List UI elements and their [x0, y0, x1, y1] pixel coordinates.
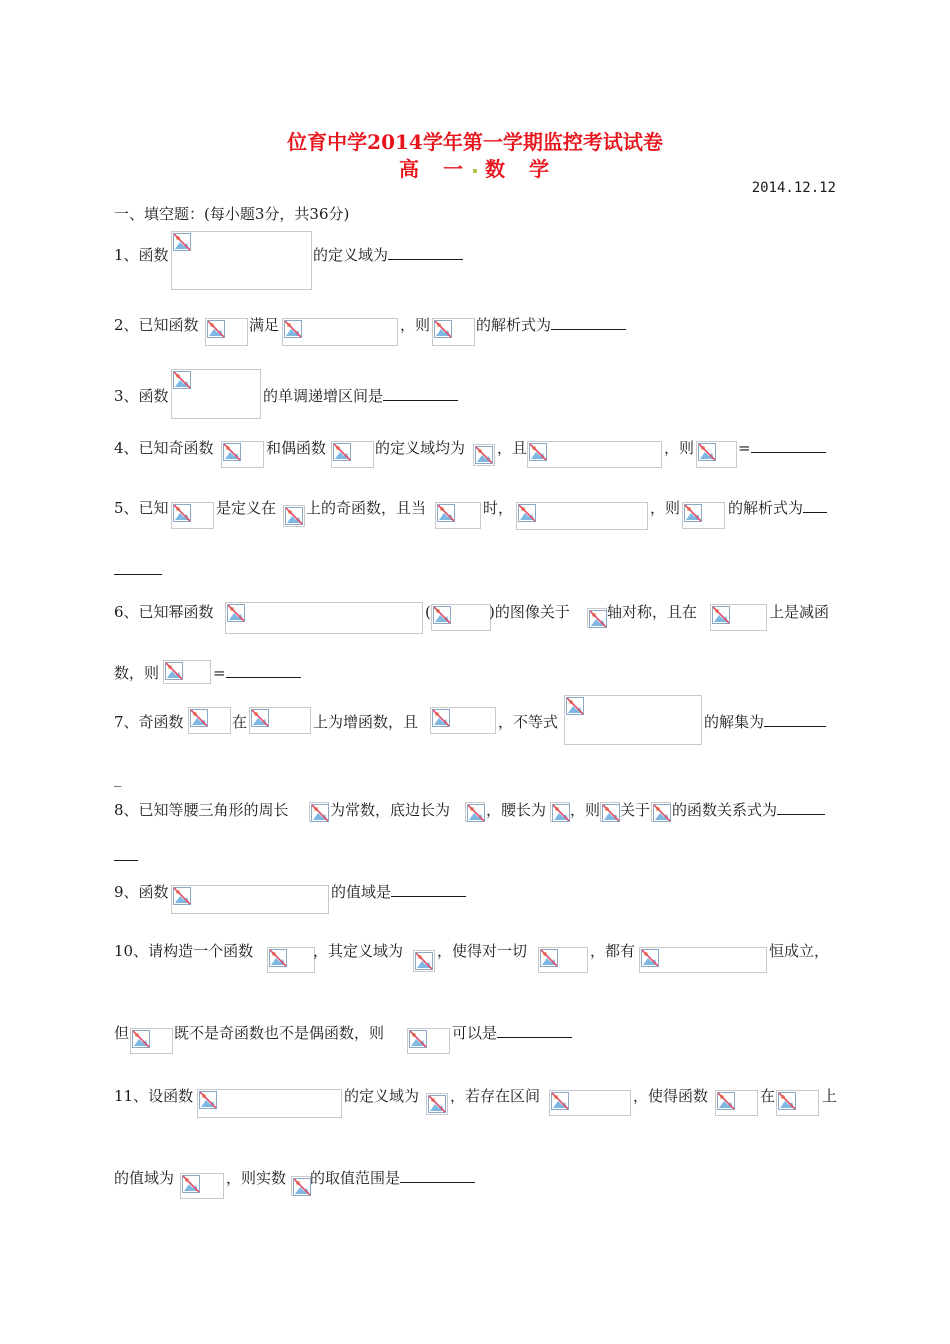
exam-title: 位育中学2014学年第一学期监控考试试卷 [287, 130, 663, 154]
answer-blank[interactable] [751, 438, 826, 453]
formula-image [549, 1090, 631, 1116]
formula-image [431, 604, 491, 631]
answer-blank[interactable] [226, 663, 301, 678]
question-5-prefix: 5、已知 [114, 499, 169, 517]
question-8-text: 关于 [620, 801, 651, 819]
question-7-text: 的解集为 [704, 712, 826, 732]
question-1-text: 的定义域为 [313, 245, 463, 265]
broken-image-icon [173, 371, 191, 389]
formula-image [197, 1089, 342, 1118]
question-7-continuation: _ [114, 769, 122, 787]
formula-image [309, 802, 329, 822]
question-6-text: )的图像关于 [489, 603, 570, 621]
question-6-text: 上是减函 [769, 603, 830, 621]
broken-image-icon [552, 804, 570, 822]
question-6-text: = [213, 663, 301, 683]
question-6-continuation: 数，则 [114, 664, 160, 682]
question-5-text: 的解析式为 [728, 498, 827, 518]
broken-image-icon [778, 1092, 796, 1110]
question-9-text: 的值域是 [331, 882, 466, 902]
question-8-continuation [114, 846, 138, 866]
question-5-text: ，则 [650, 499, 681, 517]
formula-image [435, 502, 481, 529]
formula-image [407, 1028, 450, 1054]
subject-label: 数 学 [485, 157, 551, 181]
broken-image-icon [434, 320, 452, 338]
formula-image [331, 441, 374, 468]
exam-date: 2014.12.12 [751, 180, 836, 196]
broken-image-icon [293, 1178, 311, 1196]
formula-image [188, 707, 231, 734]
broken-image-icon [475, 446, 493, 464]
broken-image-icon [641, 949, 659, 967]
formula-image [696, 441, 737, 468]
formula-image [163, 660, 211, 684]
broken-image-icon [653, 804, 671, 822]
question-11-text: 在 [760, 1087, 776, 1105]
answer-blank[interactable] [803, 498, 827, 513]
formula-image [291, 1176, 311, 1196]
broken-image-icon [284, 320, 302, 338]
question-11-text: ，若存在区间 [450, 1087, 541, 1105]
question-10-text: 可以是 [452, 1023, 572, 1043]
broken-image-icon [311, 804, 329, 822]
answer-blank[interactable] [391, 882, 466, 897]
broken-image-icon [540, 949, 558, 967]
broken-image-icon [428, 1095, 446, 1113]
broken-image-icon [684, 504, 702, 522]
answer-blank[interactable] [551, 315, 626, 330]
formula-image [426, 1093, 448, 1115]
question-11-text: 的定义域为 [344, 1087, 420, 1105]
broken-image-icon [566, 697, 584, 715]
question-6-text: 轴对称，且在 [607, 603, 698, 621]
question-11-continuation: 的值域为 [114, 1169, 175, 1187]
question-4-text: 和偶函数 [266, 439, 327, 457]
formula-image [171, 231, 312, 290]
formula-image [267, 947, 315, 973]
question-6-text: ( [425, 603, 431, 621]
broken-image-icon [712, 606, 730, 624]
question-8-text: ，腰长为 [486, 801, 547, 819]
formula-image [776, 1090, 819, 1116]
question-4-text: ，则 [664, 439, 695, 457]
formula-image [538, 947, 588, 973]
broken-image-icon [223, 443, 241, 461]
formula-image [473, 444, 495, 466]
separator-dot [473, 169, 477, 173]
broken-image-icon [173, 504, 191, 522]
question-10-prefix: 10、请构造一个函数 [114, 942, 254, 960]
question-9-prefix: 9、函数 [114, 883, 169, 901]
broken-image-icon [529, 443, 547, 461]
broken-image-icon [432, 709, 450, 727]
broken-image-icon [199, 1091, 217, 1109]
formula-image [205, 318, 248, 346]
formula-image [430, 707, 496, 734]
broken-image-icon [190, 709, 208, 727]
broken-image-icon [132, 1030, 150, 1048]
question-11-text: 的取值范围是 [310, 1168, 475, 1188]
formula-image [600, 802, 620, 822]
broken-image-icon [173, 887, 191, 905]
question-2-text: 满足 [249, 316, 280, 334]
formula-image [639, 947, 767, 973]
formula-image [564, 695, 702, 745]
question-7-prefix: 7、奇函数 [114, 713, 184, 731]
formula-image [282, 318, 398, 346]
broken-image-icon [251, 709, 269, 727]
answer-blank[interactable] [388, 245, 463, 260]
question-1-prefix: 1、函数 [114, 246, 169, 264]
formula-image [682, 502, 725, 529]
broken-image-icon [182, 1175, 200, 1193]
question-5-text: 时， [483, 499, 514, 517]
question-10-text: 既不是奇函数也不是偶函数，则 [174, 1024, 385, 1042]
broken-image-icon [551, 1092, 569, 1110]
formula-image [465, 802, 485, 822]
grade-label: 高 一 [399, 157, 465, 181]
broken-image-icon [165, 662, 183, 680]
question-6-prefix: 6、已知幂函数 [114, 603, 214, 621]
question-3-text: 的单调递增区间是 [263, 386, 458, 406]
question-4-text: = [738, 438, 826, 458]
formula-image [516, 502, 648, 530]
question-4-text: ，且 [497, 439, 528, 457]
formula-image [171, 885, 329, 914]
question-11-text: ，使得函数 [633, 1087, 709, 1105]
formula-image [171, 502, 214, 529]
formula-image [710, 604, 767, 631]
formula-image [283, 505, 305, 527]
broken-image-icon [437, 504, 455, 522]
question-8-text: 为常数，底边长为 [330, 801, 451, 819]
answer-blank[interactable] [497, 1023, 572, 1038]
question-5-text: 上的奇函数，且当 [306, 499, 427, 517]
exam-subtitle [0, 153, 950, 182]
section-heading: 一、填空题：(每小题3分，共36分) [114, 205, 350, 223]
formula-image [225, 602, 423, 634]
question-11-text: ，则实数 [226, 1169, 287, 1187]
question-2-prefix: 2、已知函数 [114, 316, 199, 334]
answer-blank[interactable] [114, 560, 162, 575]
formula-image [130, 1028, 173, 1054]
answer-blank[interactable] [114, 846, 138, 861]
question-2-text: 的解析式为 [476, 315, 626, 335]
broken-image-icon [173, 233, 191, 251]
formula-image [221, 441, 264, 468]
answer-blank[interactable] [777, 800, 825, 815]
question-7-text: ，不等式 [498, 713, 559, 731]
question-11-prefix: 11、设函数 [114, 1087, 194, 1105]
broken-image-icon [602, 804, 620, 822]
broken-image-icon [409, 1030, 427, 1048]
question-7-text: 在 [232, 713, 248, 731]
answer-blank[interactable] [383, 386, 458, 401]
question-5-text: 是定义在 [216, 499, 277, 517]
formula-image [587, 608, 607, 628]
formula-image [171, 369, 261, 419]
broken-image-icon [518, 504, 536, 522]
question-8-text: 的函数关系式为 [672, 800, 825, 820]
broken-image-icon [269, 949, 287, 967]
formula-image [550, 802, 570, 822]
question-3-prefix: 3、函数 [114, 387, 169, 405]
question-5-continuation [114, 560, 162, 580]
question-2-text: ，则 [400, 316, 431, 334]
broken-image-icon [589, 610, 607, 628]
broken-image-icon [227, 604, 245, 622]
question-10-text: ，使得对一切 [437, 942, 528, 960]
question-10-text: ，其定义域为 [313, 942, 404, 960]
broken-image-icon [207, 320, 225, 338]
question-4-prefix: 4、已知奇函数 [114, 439, 214, 457]
formula-image [715, 1090, 758, 1116]
formula-image [413, 950, 435, 972]
formula-image [432, 318, 475, 346]
broken-image-icon [415, 952, 433, 970]
question-11-text: 上 [822, 1087, 838, 1105]
question-10-text: 恒成立， [769, 942, 830, 960]
question-10-continuation: 但 [114, 1024, 130, 1042]
broken-image-icon [285, 507, 303, 525]
question-7-text: 上为增函数，且 [313, 713, 419, 731]
question-8-text: ，则 [570, 801, 601, 819]
broken-image-icon [698, 443, 716, 461]
question-4-text: 的定义域均为 [375, 439, 466, 457]
broken-image-icon [467, 804, 485, 822]
question-8-prefix: 8、已知等腰三角形的周长 [114, 801, 289, 819]
formula-image [180, 1173, 224, 1199]
broken-image-icon [717, 1092, 735, 1110]
formula-image [249, 707, 311, 734]
answer-blank[interactable] [400, 1168, 475, 1183]
formula-image [651, 802, 671, 822]
question-10-text: ，都有 [590, 942, 636, 960]
broken-image-icon [433, 606, 451, 624]
formula-image [527, 441, 662, 468]
broken-image-icon [333, 443, 351, 461]
answer-blank[interactable] [764, 712, 826, 727]
